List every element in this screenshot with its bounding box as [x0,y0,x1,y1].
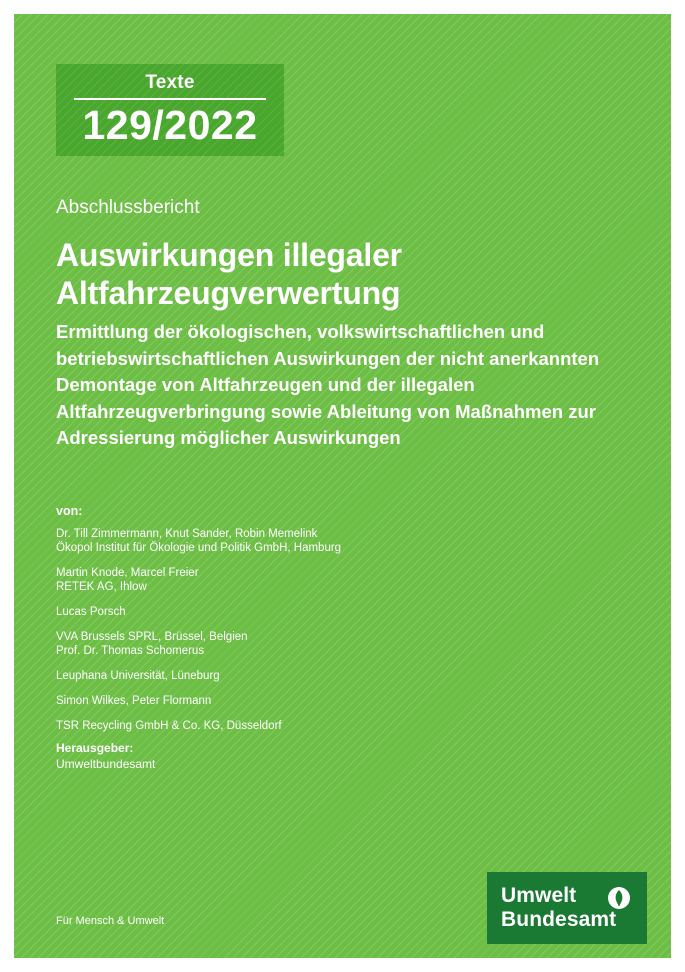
publisher-block [56,740,155,772]
tagline: Für Mensch & Umwelt [56,915,165,927]
author-affiliation: Prof. Dr. Thomas Schomerus [56,645,205,657]
list-item [56,527,576,555]
author-names: Simon Wilkes, Peter Flormann [56,695,212,707]
authors-label: von: [56,504,83,518]
issue-number: 129/2022 [82,102,258,148]
umweltbundesamt-logo [487,872,647,944]
series-badge [56,64,284,156]
author-names: VVA Brussels SPRL, Brüssel, Belgien [56,631,248,643]
list-item [56,605,576,619]
list-item [56,630,576,658]
author-affiliation: RETEK AG, Ihlow [56,581,147,593]
author-names: Martin Knode, Marcel Freier [56,567,199,579]
logo-line-2: Bundesamt [501,908,617,931]
author-affiliation: Ökopol Institut für Ökologie und Politik GmbH, Hamburg [56,542,342,554]
list-item [56,719,576,733]
series-label: Texte [145,72,195,93]
list-item [56,694,576,708]
author-names: TSR Recycling GmbH & Co. KG, Düsseldorf [56,720,282,732]
author-names: Leuphana Universität, Lüneburg [56,670,220,682]
cover-background [14,14,671,958]
document-type: Abschlussbericht [56,197,200,218]
logo-line-1: Umwelt [501,884,577,907]
author-names: Dr. Till Zimmermann, Knut Sander, Robin Memelink [56,528,318,540]
author-names: Lucas Porsch [56,606,126,618]
page-title: Auswirkungen illegaler Altfahrzeugverwertung [56,237,402,311]
authors-block [56,503,576,744]
publisher-label: Herausgeber: [56,741,134,755]
list-item [56,669,576,683]
page-subtitle: Ermittlung der ökologischen, volkswirtschaftlichen und betriebswirtschaftlichen Auswirkungen der nicht anerkannten Demontage von Altfahrzeugen und der illegalen Altfahrzeugverbringung sowie Ableitung von Maßnahmen zur Adressierung möglicher Auswirkungen [56,321,600,448]
leaf-icon [607,886,631,910]
publisher-name: Umweltbundesamt [56,757,156,771]
badge-divider [74,98,266,100]
list-item [56,566,576,594]
